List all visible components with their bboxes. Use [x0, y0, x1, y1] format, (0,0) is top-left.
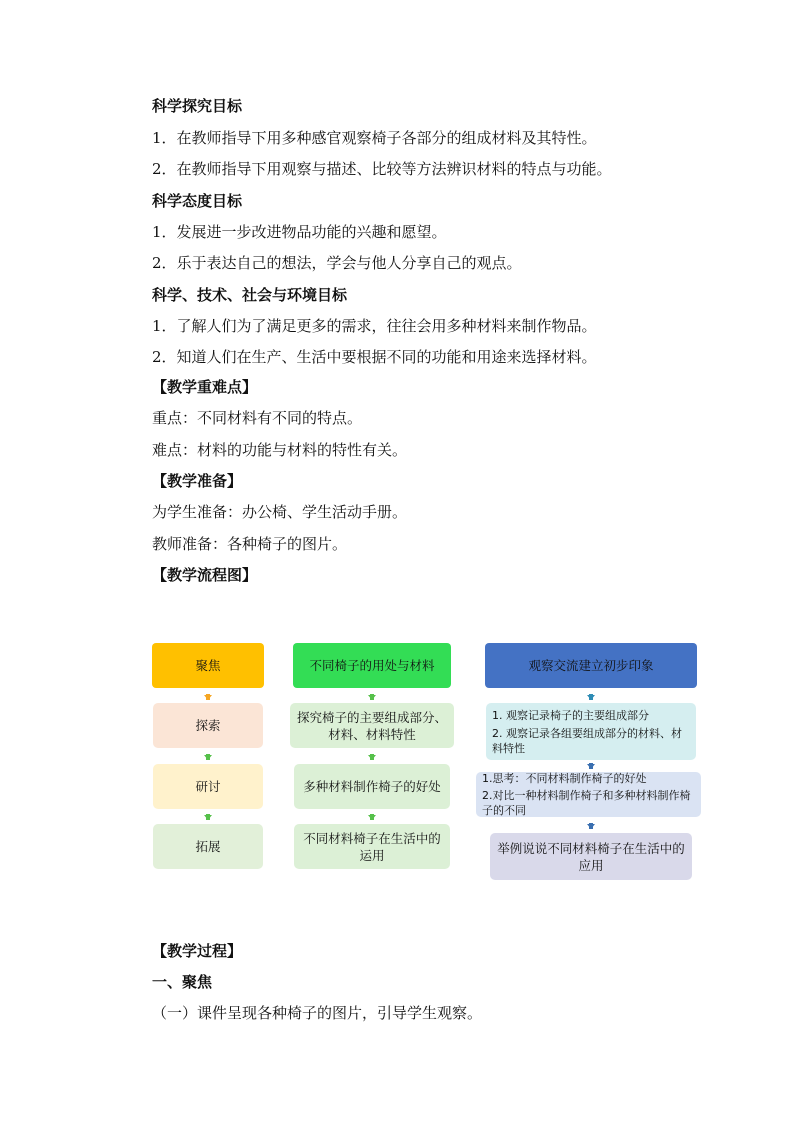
heading-stse: 科学、技术、社会与环境目标 — [152, 286, 348, 304]
attitude-goal-2: 2．乐于表达自己的想法，学会与他人分享自己的观点。 — [152, 254, 522, 272]
flow-observe-exchange: 观察交流建立初步印象 — [485, 643, 697, 688]
flow-chair-use-materials: 不同椅子的用处与材料 — [293, 643, 451, 688]
flow-multi-material-benefit: 多种材料制作椅子的好处 — [294, 764, 450, 809]
flow-examples-application: 举例说说不同材料椅子在生活中的应用 — [490, 833, 692, 880]
arrow-down-icon — [204, 755, 212, 760]
attitude-goal-1: 1．发展进一步改进物品功能的兴趣和愿望。 — [152, 223, 447, 241]
arrow-down-icon — [587, 824, 595, 829]
key-point: 重点：不同材料有不同的特点。 — [152, 409, 363, 427]
heading-key-points: 【教学重难点】 — [152, 378, 258, 396]
flow-explore: 探索 — [153, 703, 263, 748]
prep-student: 为学生准备：办公椅、学生活动手册。 — [152, 503, 408, 521]
flow-focus: 聚焦 — [152, 643, 264, 688]
part1-item-1: （一）课件呈现各种椅子的图片，引导学生观察。 — [152, 1004, 483, 1022]
difficult-point: 难点：材料的功能与材料的特性有关。 — [152, 441, 408, 459]
heading-flowchart: 【教学流程图】 — [152, 566, 258, 584]
heading-science-inquiry: 科学探究目标 — [152, 97, 243, 115]
flow-chair-usage-life: 不同材料椅子在生活中的运用 — [294, 824, 450, 869]
observe-record-line-2: 2. 观察记录各组要组成部分的材料、材料特性 — [492, 726, 682, 755]
stse-goal-1: 1．了解人们为了满足更多的需求，往往会用多种材料来制作物品。 — [152, 317, 597, 335]
flow-extend: 拓展 — [153, 824, 263, 869]
flow-discuss: 研讨 — [153, 764, 263, 809]
arrow-down-icon — [204, 695, 212, 700]
observe-record-line-1: 1. 观察记录椅子的主要组成部分 — [492, 708, 649, 722]
stse-goal-2: 2．知道人们在生产、生活中要根据不同的功能和用途来选择材料。 — [152, 348, 597, 366]
arrow-down-icon — [368, 755, 376, 760]
flow-explore-chair-parts: 探究椅子的主要组成部分、材料、材料特性 — [290, 703, 454, 748]
think-compare-line-2: 2.对比一种材料制作椅子和多种材料制作椅子的不同 — [482, 789, 691, 817]
inquiry-goal-1: 1．在教师指导下用多种感官观察椅子各部分的组成材料及其特性。 — [152, 129, 597, 147]
arrow-down-icon — [204, 815, 212, 820]
part1-title: 一、聚焦 — [152, 973, 213, 991]
arrow-down-icon — [368, 815, 376, 820]
heading-preparation: 【教学准备】 — [152, 472, 243, 490]
flow-observe-record — [486, 703, 696, 760]
arrow-down-icon — [587, 764, 595, 769]
prep-teacher: 教师准备：各种椅子的图片。 — [152, 535, 348, 553]
arrow-down-icon — [587, 695, 595, 700]
arrow-down-icon — [368, 695, 376, 700]
flow-think-compare — [476, 772, 701, 817]
heading-teaching-process: 【教学过程】 — [152, 942, 243, 960]
inquiry-goal-2: 2．在教师指导下用观察与描述、比较等方法辨识材料的特点与功能。 — [152, 160, 612, 178]
think-compare-line-1: 1.思考：不同材料制作椅子的好处 — [482, 772, 647, 785]
heading-science-attitude: 科学态度目标 — [152, 192, 243, 210]
